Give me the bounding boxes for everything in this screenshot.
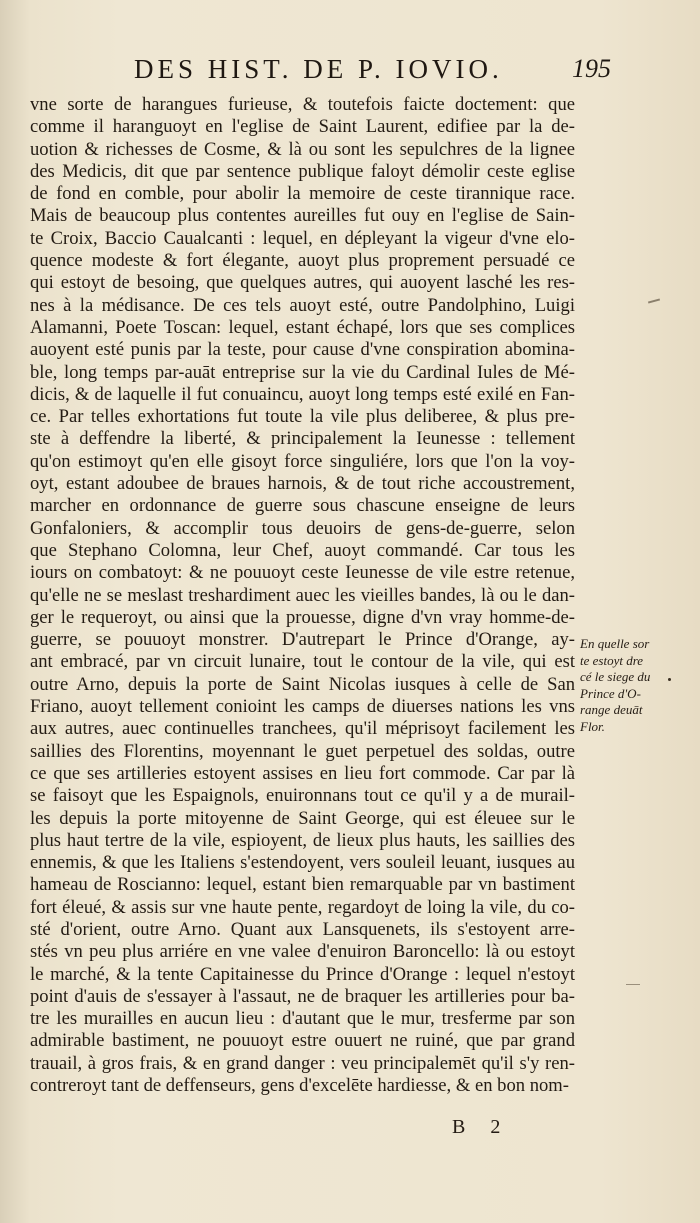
text-line: ger le requeroyt, ou ainsi que la prouesse, digne d'vn vray homme-de- (30, 606, 575, 628)
margin-note (580, 636, 698, 735)
text-line: iours on combatoyt: & ne pouuoyt ceste Ieunesse de vile estre retenue, (30, 562, 575, 584)
margin-mark (648, 298, 660, 303)
margin-note-line: Flor. (580, 718, 605, 734)
margin-note-line: cé le siege du (580, 669, 651, 684)
text-line: hameau de Roscianno: lequel, estant bien remarquable par vn bastiment (30, 874, 575, 896)
margin-mark-lower (626, 984, 640, 985)
text-line: plus haut tertre de la vile, espioyent, de lieux plus hauts, les saillies des (30, 829, 575, 851)
text-line: tre les murailles en aucun lieu : d'autant que le mur, tresferme par son (30, 1008, 575, 1030)
text-line: marcher en ordonnance de guerre sous chascune enseigne de leurs (30, 495, 575, 517)
text-line: auoyent esté punis par la teste, pour cause d'vne conspiration abomina- (30, 339, 575, 361)
text-line: comme il haranguoyt en l'eglise de Saint Laurent, edifiee par la de- (30, 116, 575, 138)
text-line: contreroyt tant de deffenseurs, gens d'excelēte hardiesse, & en bon nom- (30, 1075, 569, 1097)
text-line: stés vn peu plus arriére en vne valee d'enuiron Baroncello: là ou estoyt (30, 941, 575, 963)
text-line: Alamanni, Poete Toscan: lequel, estant échapé, lors que ses complices (30, 316, 575, 338)
text-line: ste à deffendre la liberté, & principalement la Ieunesse : tellement (30, 428, 575, 450)
text-line: Mais de beaucoup plus contentes aureilles fut ouy en l'eglise de Sain- (30, 205, 575, 227)
text-line: uotion & richesses de Cosme, & là ou sont les sepulchres de la lignee (30, 138, 575, 160)
text-line: trauail, à gros frais, & en grand danger : veu principalemēt qu'il s'y ren- (30, 1052, 575, 1074)
text-line: de fond en comble, pour abolir la memoire de ceste tirannique race. (30, 183, 575, 205)
text-line: ble, long temps par-auāt entreprise sur la vie du Cardinal Iules de Mé- (30, 361, 575, 383)
signature-mark: B 2 (452, 1116, 511, 1138)
text-line: sté d'orient, outre Arno. Quant aux Lansquenets, ils s'estoyent arre- (30, 918, 575, 940)
text-line: te Croix, Baccio Caualcanti : lequel, en dépleyant la vigeur d'vne elo- (30, 227, 575, 249)
text-line: se faisoyt que les Espaignols, enuironnans tout ce qu'il y a de murail- (30, 785, 575, 807)
text-line: admirable bastiment, ne pouuoyt estre ouuert ne ruiné, que par grand (30, 1030, 575, 1052)
text-line: dicis, & de laquelle il fut conuaincu, auoyt long temps esté exilé en Fan- (30, 383, 575, 405)
text-line: saillies des Florentins, moyennant le guet perpetuel des soldas, outre (30, 740, 575, 762)
text-line: qu'elle ne se meslast treshardiment auec les vieilles bandes, là ou le dan- (30, 584, 575, 606)
text-line: Friano, auoyt tellement conioint les camps de diuerses nations les vns (30, 696, 575, 718)
margin-note-line: te estoyt dre (580, 652, 644, 668)
text-line: qui estoyt de besoing, que quelques autres, qui auoyent lasché les res- (30, 272, 575, 294)
main-text-block (30, 94, 575, 1097)
text-line: que Stephano Colomna, leur Chef, auoyt commandé. Car tous les (30, 539, 575, 561)
text-line: les depuis la porte mitoyenne de Saint George, qui est éleuee sur le (30, 807, 575, 829)
text-line: vne sorte de harangues furieuse, & toutefois faicte doctement: que (30, 94, 575, 115)
text-line: fort éleué, & assis sur vne haute pente, regardoyt de loing la vile, du co- (30, 896, 575, 918)
text-line: ant embracé, par vn circuit lunaire, tout le contour de la vile, qui est (30, 651, 575, 673)
text-line: aux autres, auec continuelles tranchees, qu'il méprisoyt facilement les (30, 718, 575, 740)
running-title: DES HIST. DE P. IOVIO. (134, 54, 503, 84)
margin-dot (668, 678, 671, 681)
margin-note-line: Prince d'O- (580, 685, 641, 701)
running-head (0, 48, 700, 88)
text-line: nes à la médisance. De ces tels auoyt esté, outre Pandolphino, Luigi (30, 294, 575, 316)
text-line: Gonfaloniers, & accomplir tous deuoirs de gens-de-guerre, selon (30, 517, 575, 539)
text-line: des Medicis, dit que par sentence publique faloyt démolir ceste eglise (30, 160, 575, 182)
text-line: guerre, se pouuoyt monstrer. D'autrepart le Prince d'Orange, ay- (30, 629, 575, 651)
page-number: 195 (572, 54, 611, 83)
text-line: ce. Par telles exhortations fut toute la vile plus deliberee, & plus pre- (30, 406, 575, 428)
margin-note-line: range deuāt (580, 702, 643, 717)
text-line: le marché, & la tente Capitainesse du Prince d'Orange : lequel n'estoyt (30, 963, 575, 985)
text-line: oyt, estant adoubee de braues harnois, & de tout riche accoustrement, (30, 473, 575, 495)
text-line: ennemis, & que les Italiens s'estendoyent, vers souleil leuant, iusques au (30, 852, 575, 874)
text-line: outre Arno, depuis la porte de Saint Nicolas iusques à celle de San (30, 673, 575, 695)
text-line: point d'auis de s'essayer à l'assaut, ne de braquer les artilleries pour ba- (30, 985, 575, 1007)
text-line: ce que ses artilleries estoyent assises en lieu fort commode. Car par là (30, 762, 575, 784)
text-line: quence modeste & fort élegante, auoyt plus proprement persuadé ce (30, 250, 575, 272)
margin-note-line: En quelle sor (580, 636, 650, 651)
text-line: qu'on estimoyt qu'en elle gisoyt force singuliére, lors que l'on la voy- (30, 450, 575, 472)
